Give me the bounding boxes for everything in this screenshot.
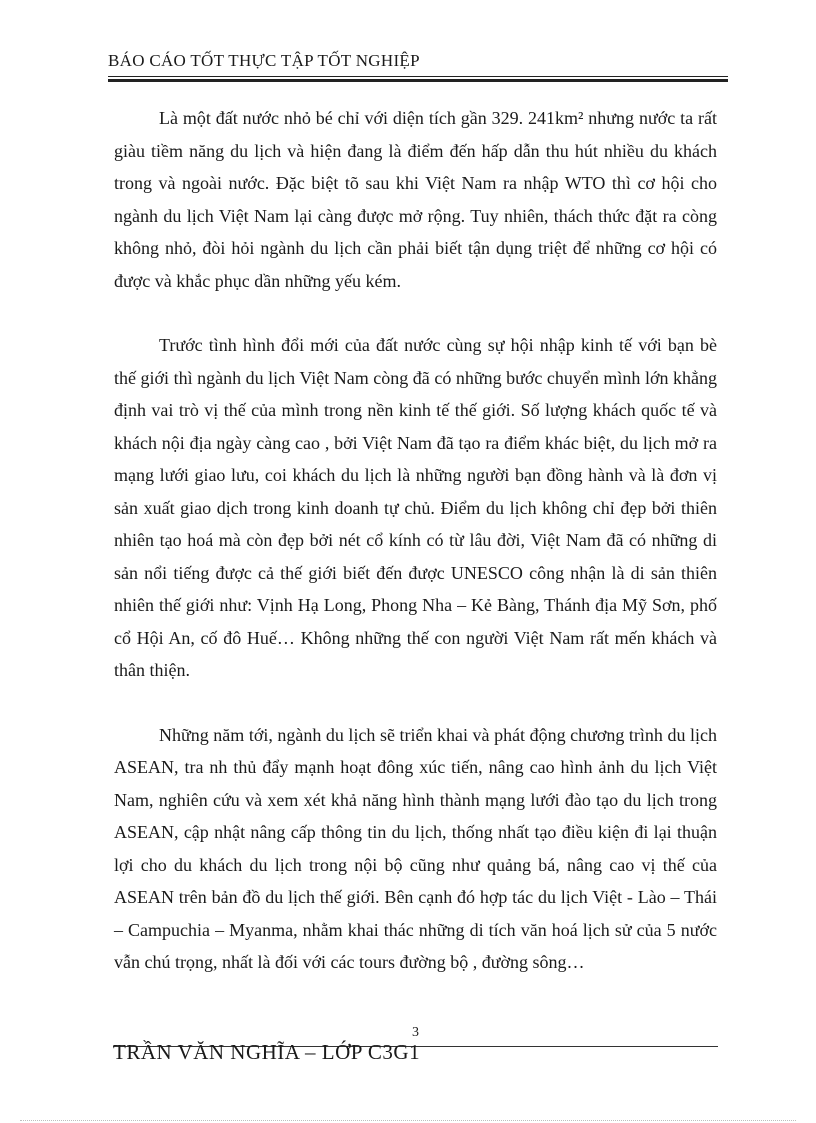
page-number: 3	[412, 1025, 419, 1040]
document-body	[114, 102, 717, 979]
paragraph-2: Trước tình hình đổi mới của đất nước cùng sự hội nhập kinh tế với bạn bè thế giới thì ngành du lịch Việt Nam còng đã có những bước chuyển mình lớn khẳng định vai trò vị thế của mình trong nền kinh tế thế giới. Số lượng khách quốc tế và khách nội địa ngày càng cao , bởi Việt Nam đã tạo ra điểm khác biệt, du lịch mở ra mạng lưới giao lưu, coi khách du lịch là những người bạn đồng hành và là đơn vị sản xuất giao dịch trong kinh doanh tự chủ. Điểm du lịch không chỉ đẹp bởi thiên nhiên tạo hoá mà còn đẹp bởi nét cổ kính có từ lâu đời, Việt Nam đã có những di sản nổi tiếng được cả thế giới biết đến được UNESCO công nhận là di sản thiên nhiên thế giới như: Vịnh Hạ Long, Phong Nha – Kẻ Bàng, Thánh địa Mỹ Sơn, phố cổ Hội An, cố đô Huế… Không những thế con người Việt Nam rất mến khách và thân thiện.	[114, 335, 717, 680]
page-bottom-border	[20, 1120, 796, 1121]
paragraph-3: Những năm tới, ngành du lịch sẽ triển khai và phát động chương trình du lịch ASEAN, tra nh thủ đẩy mạnh hoạt đông xúc tiến, nâng cao hình ảnh du lịch Việt Nam, nghiên cứu và xem xét khả năng hình thành mạng lưới đào tạo du lịch trong ASEAN, cập nhật nâng cấp thông tin du lịch, thống nhất tạo điều kiện đi lại thuận lợi cho du khách du lịch trong nội bộ cũng như quảng bá, nâng cao vị thế của ASEAN trên bản đồ du lịch thế giới. Bên cạnh đó hợp tác du lịch Việt - Lào – Thái – Campuchia – Myanma, nhằm khai thác những di tích văn hoá lịch sử của 5 nước vẫn chú trọng, nhất là đối với các tours đường bộ , đường sông…	[114, 724, 717, 972]
header-title: BÁO CÁO TỐT THỰC TẬP TỐT NGHIỆP	[108, 51, 420, 70]
footer-author: TRẦN VĂN NGHĨA – LỚP C3G1	[113, 1040, 421, 1064]
page-header	[108, 49, 728, 73]
page-footer	[113, 1040, 718, 1065]
paragraph-1: Là một đất nước nhỏ bé chỉ với diện tích gần 329. 241km² nhưng nước ta rất giàu tiềm năng du lịch và hiện đang là điểm đến hấp dẫn thu hút nhiều du khách trong và ngoài nước. Đặc biệt tõ sau khi Việt Nam ra nhập WTO thì cơ hội cho ngành du lịch Việt Nam lại càng được mở rộng. Tuy nhiên, thách thức đặt ra còng không nhỏ, đòi hỏi ngành du lịch cần phải biết tận dụng triệt để những cơ hội có được và khắc phục dần những yếu kém.	[114, 108, 717, 291]
header-rule-thick	[108, 79, 728, 82]
header-rule-thin	[108, 76, 728, 77]
